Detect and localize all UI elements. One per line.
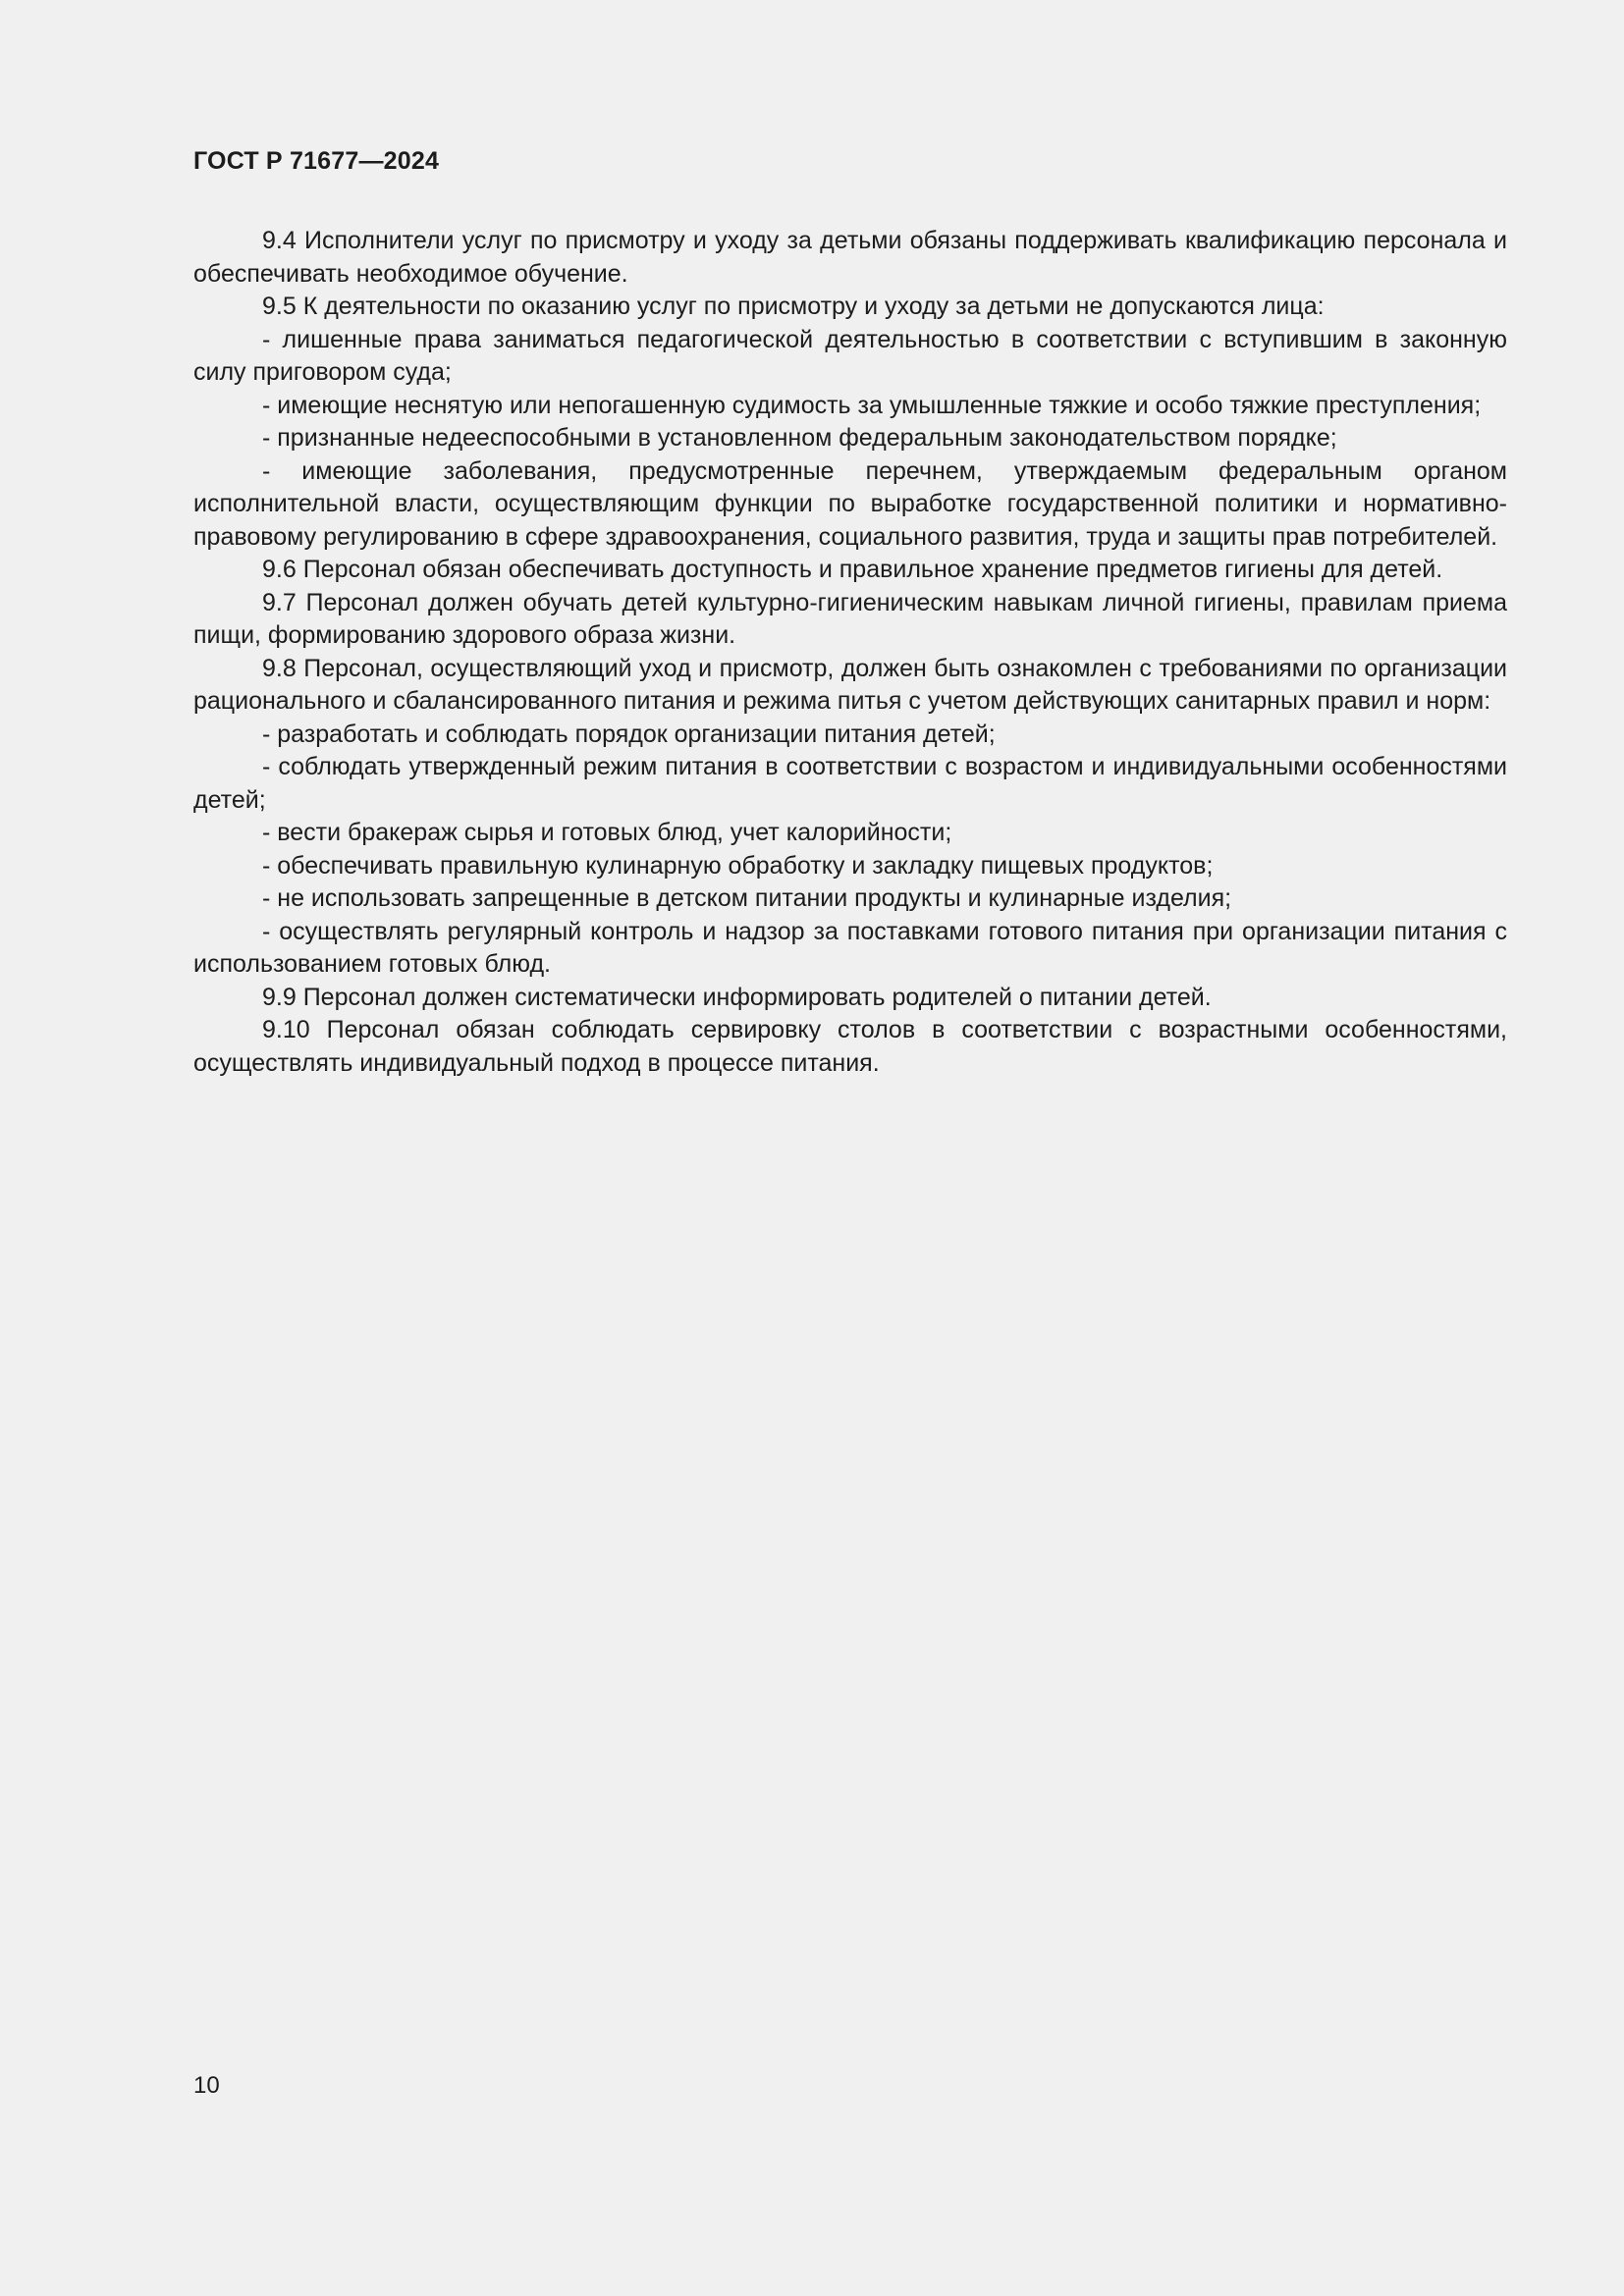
document-body [193, 225, 1507, 1080]
list-item-diseases: - имеющие заболевания, предусмотренные перечнем, утверждаемым федеральным органом исполнительной власти, осуществляющим функции по выработке государственной политики и нормативно-правовому регулированию в сфере здравоохранения, социального развития, труда и защиты прав потребителей. [193, 456, 1507, 551]
document-code-header: ГОСТ Р 71677—2024 [193, 147, 440, 175]
list-item-incapacitated: - признанные недееспособными в установленном федеральным законодательством порядке; [262, 424, 1337, 452]
paragraph-9-7: 9.7 Персонал должен обучать детей культурно-гигиеническим навыкам личной гигиены, правилам приема пищи, формированию здорового образа жизни. [193, 588, 1507, 649]
list-item-supply-control: - осуществлять регулярный контроль и надзор за поставками готового питания при организации питания с использованием готовых блюд. [193, 917, 1507, 978]
list-item-criminal-record: - имеющие неснятую или непогашенную судимость за умышленные тяжкие и особо тяжкие преступления; [262, 391, 1482, 419]
paragraph-9-4: 9.4 Исполнители услуг по присмотру и уходу за детьми обязаны поддерживать квалификацию персонала и обеспечивать необходимое обучение. [193, 227, 1507, 288]
list-item-prohibited-products: - не использовать запрещенные в детском питании продукты и кулинарные изделия; [262, 884, 1232, 912]
list-item-food-inspection: - вести бракераж сырья и готовых блюд, учет калорийности; [262, 819, 952, 846]
page-number: 10 [193, 2072, 220, 2099]
paragraph-9-10: 9.10 Персонал обязан соблюдать сервировку столов в соответствии с возрастными особенностями, осуществлять индивидуальный подход в процессе питания. [193, 1016, 1507, 1077]
paragraph-9-5: 9.5 К деятельности по оказанию услуг по присмотру и уходу за детьми не допускаются лица: [262, 293, 1325, 320]
paragraph-9-8: 9.8 Персонал, осуществляющий уход и присмотр, должен быть ознакомлен с требованиями по организации рационального и сбалансированного питания и режима питья с учетом действующих санитарных правил и норм: [193, 654, 1507, 715]
list-item-nutrition-regime: - соблюдать утвержденный режим питания в соответствии с возрастом и индивидуальными особенностями детей; [193, 753, 1507, 814]
list-item-nutrition-order: - разработать и соблюдать порядок организации питания детей; [262, 720, 996, 748]
list-item-deprived-rights: - лишенные права заниматься педагогической деятельностью в соответствии с вступившим в законную силу приговором суда; [193, 325, 1507, 386]
paragraph-9-9: 9.9 Персонал должен систематически информировать родителей о питании детей. [262, 983, 1212, 1011]
paragraph-9-6: 9.6 Персонал обязан обеспечивать доступность и правильное хранение предметов гигиены для детей. [262, 556, 1443, 583]
list-item-culinary-processing: - обеспечивать правильную кулинарную обработку и закладку пищевых продуктов; [262, 851, 1214, 880]
